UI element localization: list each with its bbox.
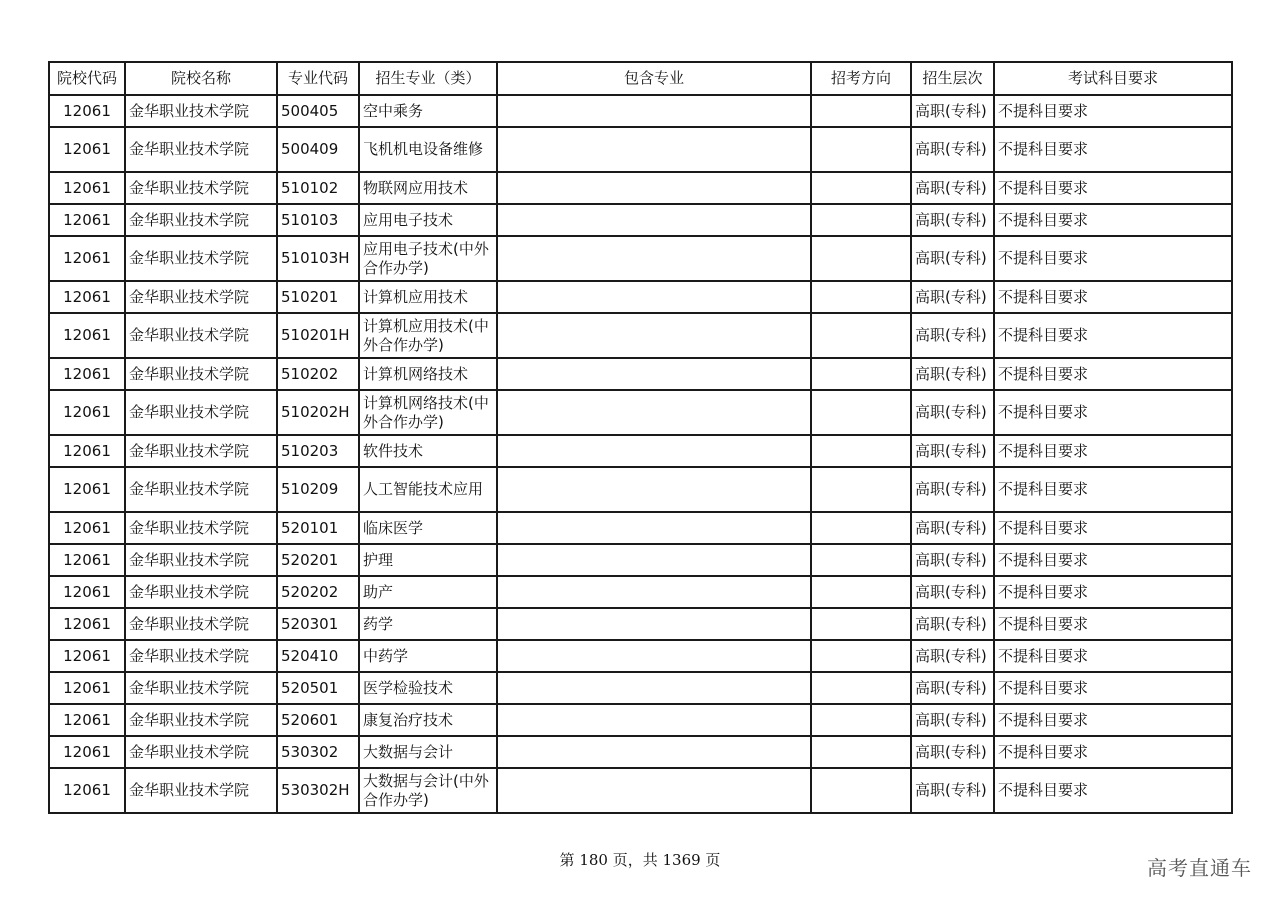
cell-major-code: 520301	[277, 608, 359, 640]
cell-school-code: 12061	[49, 768, 125, 813]
cell-direction	[811, 390, 911, 435]
cell-included-majors	[497, 313, 811, 358]
cell-major: 医学检验技术	[359, 672, 497, 704]
cell-school-code: 12061	[49, 640, 125, 672]
cell-major: 应用电子技术	[359, 204, 497, 236]
cell-included-majors	[497, 435, 811, 467]
cell-major-code: 520501	[277, 672, 359, 704]
table-row	[49, 236, 1232, 281]
cell-direction	[811, 358, 911, 390]
header-direction: 招考方向	[811, 62, 911, 95]
table-row	[49, 281, 1232, 313]
cell-major: 护理	[359, 544, 497, 576]
cell-requirement: 不提科目要求	[994, 358, 1232, 390]
cell-major-code: 510203	[277, 435, 359, 467]
cell-included-majors	[497, 127, 811, 172]
cell-requirement: 不提科目要求	[994, 768, 1232, 813]
cell-direction	[811, 236, 911, 281]
cell-direction	[811, 172, 911, 204]
cell-requirement: 不提科目要求	[994, 608, 1232, 640]
cell-included-majors	[497, 608, 811, 640]
cell-major-code: 510202	[277, 358, 359, 390]
cell-level: 高职(专科)	[911, 172, 994, 204]
table-row	[49, 172, 1232, 204]
cell-level: 高职(专科)	[911, 544, 994, 576]
cell-direction	[811, 313, 911, 358]
cell-school-name: 金华职业技术学院	[125, 576, 277, 608]
header-major-code: 专业代码	[277, 62, 359, 95]
cell-requirement: 不提科目要求	[994, 281, 1232, 313]
cell-level: 高职(专科)	[911, 127, 994, 172]
cell-direction	[811, 608, 911, 640]
cell-major: 计算机应用技术	[359, 281, 497, 313]
cell-included-majors	[497, 281, 811, 313]
cell-included-majors	[497, 672, 811, 704]
cell-level: 高职(专科)	[911, 204, 994, 236]
table-row	[49, 435, 1232, 467]
cell-direction	[811, 512, 911, 544]
table-row	[49, 127, 1232, 172]
cell-school-name: 金华职业技术学院	[125, 435, 277, 467]
cell-major-code: 500405	[277, 95, 359, 127]
cell-major-code: 530302	[277, 736, 359, 768]
cell-school-code: 12061	[49, 704, 125, 736]
cell-included-majors	[497, 236, 811, 281]
cell-major-code: 520601	[277, 704, 359, 736]
cell-major-code: 520202	[277, 576, 359, 608]
table-row	[49, 313, 1232, 358]
cell-requirement: 不提科目要求	[994, 95, 1232, 127]
table-row	[49, 204, 1232, 236]
cell-included-majors	[497, 467, 811, 512]
cell-requirement: 不提科目要求	[994, 127, 1232, 172]
cell-major: 软件技术	[359, 435, 497, 467]
cell-direction	[811, 672, 911, 704]
cell-requirement: 不提科目要求	[994, 672, 1232, 704]
cell-direction	[811, 704, 911, 736]
cell-school-code: 12061	[49, 95, 125, 127]
cell-included-majors	[497, 172, 811, 204]
table-row	[49, 544, 1232, 576]
cell-major-code: 510201H	[277, 313, 359, 358]
cell-requirement: 不提科目要求	[994, 204, 1232, 236]
watermark: 高考直通车	[1147, 856, 1252, 880]
cell-major: 助产	[359, 576, 497, 608]
cell-direction	[811, 736, 911, 768]
cell-requirement: 不提科目要求	[994, 512, 1232, 544]
cell-major-code: 500409	[277, 127, 359, 172]
cell-included-majors	[497, 390, 811, 435]
cell-major: 空中乘务	[359, 95, 497, 127]
cell-major-code: 520410	[277, 640, 359, 672]
cell-school-name: 金华职业技术学院	[125, 672, 277, 704]
cell-direction	[811, 95, 911, 127]
cell-direction	[811, 576, 911, 608]
table-row	[49, 358, 1232, 390]
table-row	[49, 467, 1232, 512]
cell-school-name: 金华职业技术学院	[125, 467, 277, 512]
cell-school-name: 金华职业技术学院	[125, 544, 277, 576]
cell-major: 中药学	[359, 640, 497, 672]
cell-major-code: 520201	[277, 544, 359, 576]
cell-major: 飞机机电设备维修	[359, 127, 497, 172]
cell-direction	[811, 281, 911, 313]
cell-school-name: 金华职业技术学院	[125, 358, 277, 390]
cell-direction	[811, 768, 911, 813]
cell-level: 高职(专科)	[911, 704, 994, 736]
cell-level: 高职(专科)	[911, 608, 994, 640]
cell-major: 大数据与会计	[359, 736, 497, 768]
cell-school-code: 12061	[49, 608, 125, 640]
cell-major-code: 520101	[277, 512, 359, 544]
cell-included-majors	[497, 640, 811, 672]
cell-included-majors	[497, 204, 811, 236]
cell-major-code: 510103H	[277, 236, 359, 281]
cell-school-code: 12061	[49, 390, 125, 435]
table-row	[49, 736, 1232, 768]
cell-included-majors	[497, 358, 811, 390]
page-number: 第 180 页，共 1369 页	[559, 851, 721, 869]
cell-level: 高职(专科)	[911, 640, 994, 672]
cell-included-majors	[497, 768, 811, 813]
cell-level: 高职(专科)	[911, 467, 994, 512]
cell-requirement: 不提科目要求	[994, 435, 1232, 467]
cell-school-code: 12061	[49, 236, 125, 281]
cell-school-code: 12061	[49, 204, 125, 236]
table-row	[49, 640, 1232, 672]
cell-major: 人工智能技术应用	[359, 467, 497, 512]
cell-school-name: 金华职业技术学院	[125, 608, 277, 640]
cell-major-code: 510202H	[277, 390, 359, 435]
cell-requirement: 不提科目要求	[994, 236, 1232, 281]
cell-level: 高职(专科)	[911, 390, 994, 435]
cell-requirement: 不提科目要求	[994, 704, 1232, 736]
header-major: 招生专业（类）	[359, 62, 497, 95]
header-level: 招生层次	[911, 62, 994, 95]
header-included-majors: 包含专业	[497, 62, 811, 95]
cell-major: 计算机网络技术(中外合作办学)	[359, 390, 497, 435]
table-row	[49, 704, 1232, 736]
cell-included-majors	[497, 512, 811, 544]
cell-major: 应用电子技术(中外合作办学)	[359, 236, 497, 281]
cell-major: 计算机网络技术	[359, 358, 497, 390]
cell-major-code: 510103	[277, 204, 359, 236]
table-row	[49, 608, 1232, 640]
cell-school-code: 12061	[49, 467, 125, 512]
cell-school-code: 12061	[49, 544, 125, 576]
cell-school-name: 金华职业技术学院	[125, 736, 277, 768]
cell-major: 大数据与会计(中外合作办学)	[359, 768, 497, 813]
cell-school-code: 12061	[49, 512, 125, 544]
cell-direction	[811, 204, 911, 236]
cell-school-code: 12061	[49, 736, 125, 768]
cell-school-code: 12061	[49, 313, 125, 358]
cell-included-majors	[497, 544, 811, 576]
cell-major-code: 510201	[277, 281, 359, 313]
cell-included-majors	[497, 736, 811, 768]
cell-major-code: 510102	[277, 172, 359, 204]
cell-school-name: 金华职业技术学院	[125, 390, 277, 435]
admissions-table	[48, 61, 1233, 814]
cell-direction	[811, 467, 911, 512]
cell-level: 高职(专科)	[911, 281, 994, 313]
cell-level: 高职(专科)	[911, 768, 994, 813]
table-row	[49, 768, 1232, 813]
header-school-name: 院校名称	[125, 62, 277, 95]
header-row	[49, 62, 1232, 95]
cell-requirement: 不提科目要求	[994, 390, 1232, 435]
table-row	[49, 576, 1232, 608]
cell-school-name: 金华职业技术学院	[125, 95, 277, 127]
cell-requirement: 不提科目要求	[994, 172, 1232, 204]
cell-level: 高职(专科)	[911, 736, 994, 768]
cell-requirement: 不提科目要求	[994, 640, 1232, 672]
cell-direction	[811, 127, 911, 172]
cell-included-majors	[497, 576, 811, 608]
table-row	[49, 512, 1232, 544]
cell-included-majors	[497, 95, 811, 127]
table-row	[49, 672, 1232, 704]
cell-major: 药学	[359, 608, 497, 640]
cell-school-name: 金华职业技术学院	[125, 768, 277, 813]
cell-school-code: 12061	[49, 672, 125, 704]
cell-level: 高职(专科)	[911, 313, 994, 358]
cell-requirement: 不提科目要求	[994, 313, 1232, 358]
cell-school-name: 金华职业技术学院	[125, 281, 277, 313]
cell-school-name: 金华职业技术学院	[125, 313, 277, 358]
cell-level: 高职(专科)	[911, 435, 994, 467]
cell-major: 计算机应用技术(中外合作办学)	[359, 313, 497, 358]
table-row	[49, 390, 1232, 435]
header-school-code: 院校代码	[49, 62, 125, 95]
cell-school-code: 12061	[49, 127, 125, 172]
cell-direction	[811, 435, 911, 467]
cell-school-name: 金华职业技术学院	[125, 204, 277, 236]
cell-school-code: 12061	[49, 358, 125, 390]
cell-requirement: 不提科目要求	[994, 544, 1232, 576]
cell-school-name: 金华职业技术学院	[125, 704, 277, 736]
cell-school-code: 12061	[49, 435, 125, 467]
cell-level: 高职(专科)	[911, 236, 994, 281]
cell-school-name: 金华职业技术学院	[125, 236, 277, 281]
cell-requirement: 不提科目要求	[994, 736, 1232, 768]
cell-level: 高职(专科)	[911, 672, 994, 704]
table-row	[49, 95, 1232, 127]
cell-level: 高职(专科)	[911, 358, 994, 390]
cell-level: 高职(专科)	[911, 576, 994, 608]
cell-major-code: 510209	[277, 467, 359, 512]
header-requirement: 考试科目要求	[994, 62, 1232, 95]
cell-school-code: 12061	[49, 576, 125, 608]
cell-major: 临床医学	[359, 512, 497, 544]
cell-level: 高职(专科)	[911, 512, 994, 544]
cell-school-name: 金华职业技术学院	[125, 127, 277, 172]
cell-included-majors	[497, 704, 811, 736]
cell-requirement: 不提科目要求	[994, 576, 1232, 608]
cell-school-code: 12061	[49, 172, 125, 204]
cell-major: 物联网应用技术	[359, 172, 497, 204]
cell-requirement: 不提科目要求	[994, 467, 1232, 512]
cell-school-name: 金华职业技术学院	[125, 512, 277, 544]
cell-level: 高职(专科)	[911, 95, 994, 127]
cell-direction	[811, 544, 911, 576]
cell-school-name: 金华职业技术学院	[125, 172, 277, 204]
cell-major: 康复治疗技术	[359, 704, 497, 736]
cell-school-code: 12061	[49, 281, 125, 313]
cell-school-name: 金华职业技术学院	[125, 640, 277, 672]
cell-major-code: 530302H	[277, 768, 359, 813]
cell-direction	[811, 640, 911, 672]
